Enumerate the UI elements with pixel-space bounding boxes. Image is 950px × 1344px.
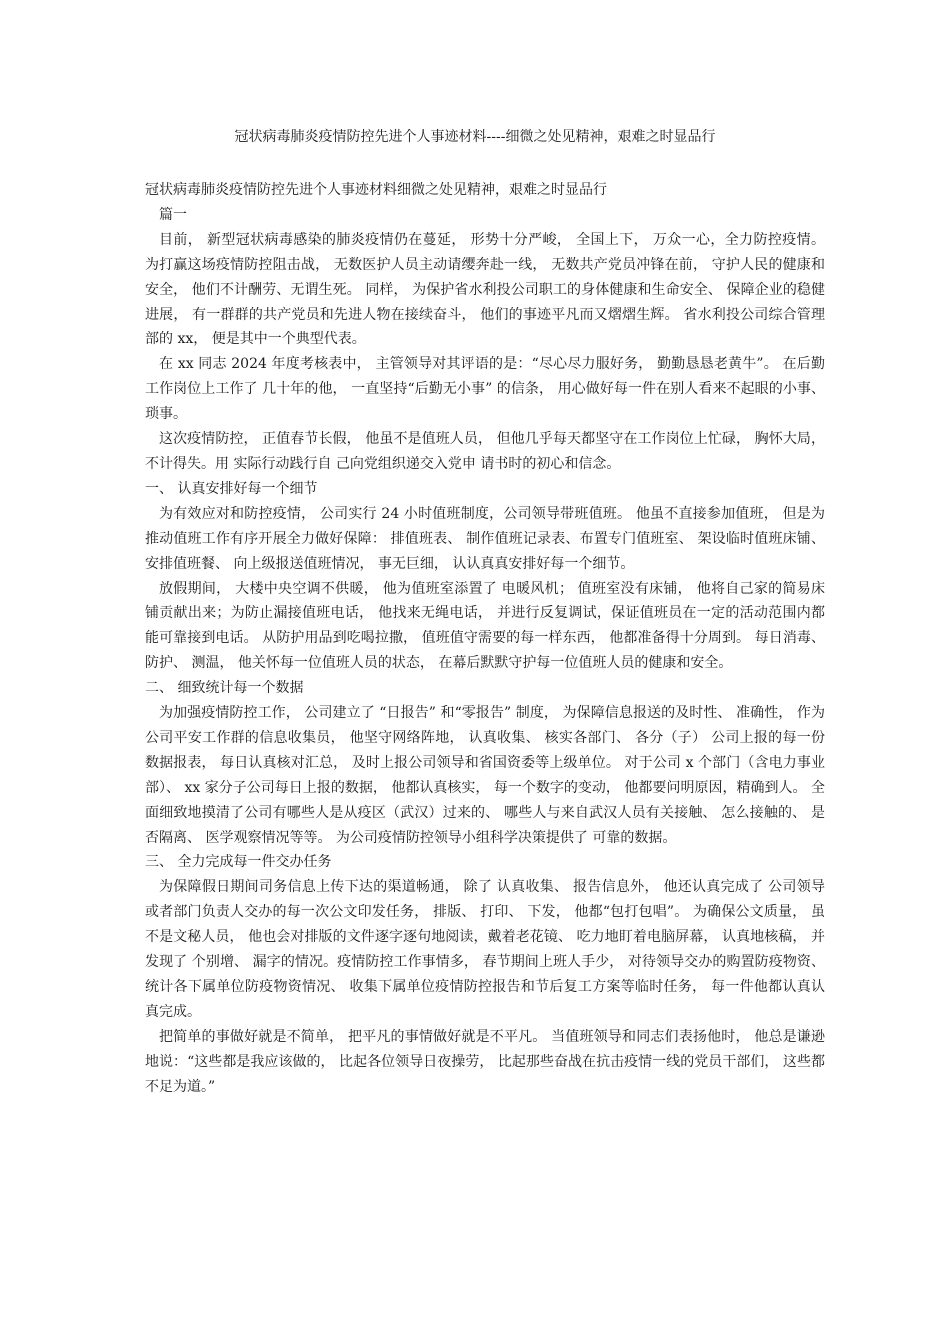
paragraph: 把简单的事做好就是不简单， 把平凡的事情做好就是不平凡。 当值班领导和同志们表扬他时， 他总是谦逊地说：“这些都是我应该做的， 比起各位领导日夜操劳， 比起那些奋战在抗击疫情一线的党员干部们， 这些都不足为道。” — [145, 1028, 825, 1095]
paragraph: 为有效应对和防控疫情， 公司实行 24 小时值班制度，公司领导带班值班。 他虽不直接参加值班， 但是为推动值班工作有序开展全力做好保障： 排值班表、 制作值班记录表、布置专门值班室、 架设临时值班床铺、 安排值班餐、 向上级报送值班情况， 事无巨细， 认认真真安排好每一个细节。 — [145, 505, 825, 572]
part-label: 篇一 — [159, 206, 187, 223]
document-subtitle: 冠状病毒肺炎疫情防控先进个人事迹材料细微之处见精神，艰难之时显品行 — [145, 182, 607, 198]
paragraph: 放假期间， 大楼中央空调不供暖， 他为值班室添置了 电暖风机； 值班室没有床铺， 他将自己家的简易床铺贡献出来；为防止漏接值班电话， 他找来无绳电话， 并进行反复调试，保证值班员在一定的活动范围内都能可靠接到电话。 从防护用品到吃喝拉撒， 值班值守需要的每一样东西， 他都准备得十分周到。 每日消毒、 防护、 测温， 他关怀每一位值班人员的状态， 在幕后默默守护每一位值班人员的健康和安全。 — [145, 580, 825, 672]
paragraph: 为加强疫情防控工作， 公司建立了 “日报告” 和“零报告” 制度， 为保障信息报送的及时性、 准确性， 作为公司平安工作群的信息收集员， 他坚守网络阵地， 认真收集、 核实各部门、 各分（子） 公司上报的每一份数据报表， 每日认真核对汇总， 及时上报公司领导和省国资委等上级单位。 对于公司 x 个部门（含电力事业部）、 xx 家分子公司每日上报的数据， 他都认真核实， 每一个数字的变动， 他都要问明原因，精确到人。 全面细致地摸清了公司有哪些人是从疫区（武汉）过来的、 哪些人与来自武汉人员有关接触、 怎么接触的、 是否隔离、 医学观察情况等等。 为公司疫情防控领导小组科学决策提供了 可靠的数据。 — [145, 705, 825, 846]
paragraph: 为保障假日期间司务信息上传下达的渠道畅通， 除了 认真收集、 报告信息外， 他还认真完成了 公司领导或者部门负责人交办的每一次公文印发任务， 排版、 打印、 下发， 他都“包打包唱”。 为确保公文质量， 虽不是文秘人员， 他也会对排版的文件逐字逐句地阅读，戴着老花镜、 吃力地盯着电脑屏幕， 认真地核稿， 并发现了 个别增、 漏字的情况。疫情防控工作事情多， 春节期间上班人手少， 对待领导交办的购置防疫物资、 统计各下属单位防疫物资情况、 收集下属单位疫情防控报告和节后复工方案等临时任务， 每一件他都认真认真完成。 — [145, 879, 825, 1020]
paragraph: 目前， 新型冠状病毒感染的肺炎疫情仍在蔓延， 形势十分严峻， 全国上下， 万众一心，全力防控疫情。 为打赢这场疫情防控阻击战， 无数医护人员主动请缨奔赴一线， 无数共产党员冲锋在前， 守护人民的健康和安全， 他们不计酬劳、无谓生死。 同样， 为保护省水利投公司职工的身体健康和生命安全、 保障企业的稳健进展， 有一群群的共产党员和先进人物在接续奋斗， 他们的事迹平凡而又熠熠生辉。 省水利投公司综合管理部的 xx， 便是其中一个典型代表。 — [145, 231, 825, 348]
paragraph: 这次疫情防控， 正值春节长假， 他虽不是值班人员， 但他几乎每天都坚守在工作岗位上忙碌， 胸怀大局， 不计得失。用 实际行动践行自 己向党组织递交入党申 请书时的初心和信念。 — [145, 431, 825, 472]
paragraph: 在 xx 同志 2024 年度考核表中， 主管领导对其评语的是：“尽心尽力服好务， 勤勤恳恳老黄牛”。 在后勤工作岗位上工作了 几十年的他， 一直坚持“后勤无小事” 的信条， 用心做好每一件在别人看来不起眼的小事、 琐事。 — [145, 356, 825, 423]
section-heading-2: 二、 细致统计每一个数据 — [145, 680, 304, 697]
document-title: 冠状病毒肺炎疫情防控先进个人事迹材料----细微之处见精神，艰难之时显品行 — [234, 129, 716, 145]
section-heading-3: 三、 全力完成每一件交办任务 — [145, 854, 332, 871]
section-heading-1: 一、 认真安排好每一个细节 — [145, 480, 318, 497]
document-body — [145, 178, 825, 1100]
